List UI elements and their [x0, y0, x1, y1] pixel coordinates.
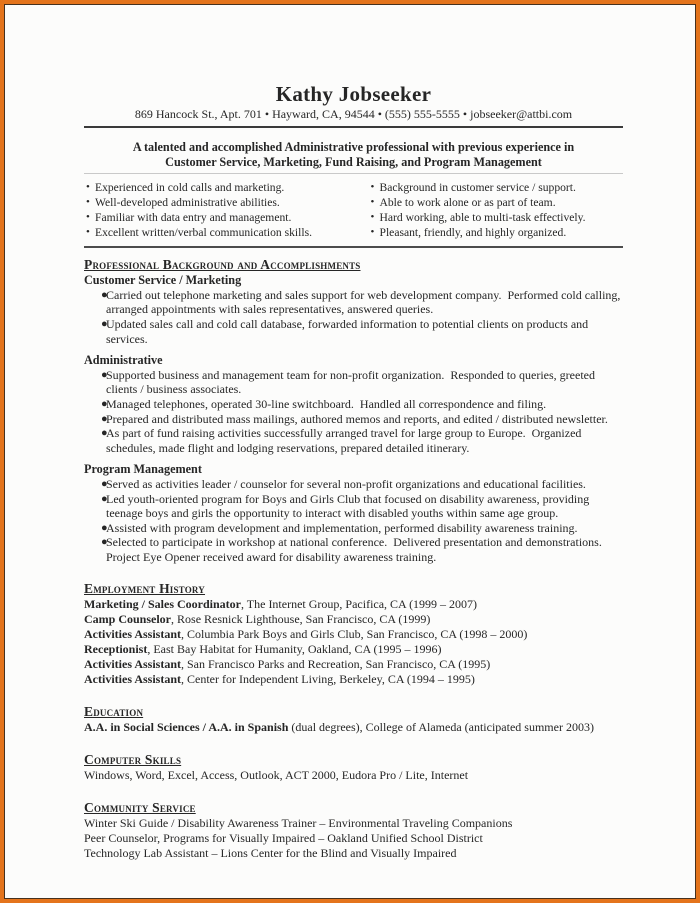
bullet-icon: ●	[101, 477, 108, 490]
bullet-icon: •	[86, 226, 90, 239]
highlight-text: Well-developed administrative abilities.	[95, 196, 280, 210]
accomplishment-item	[84, 412, 623, 427]
bullet-icon: •	[370, 211, 375, 224]
bullet-icon: ●	[101, 317, 108, 330]
accomplishment-item	[84, 492, 623, 521]
candidate-name: Kathy Jobseeker	[275, 82, 432, 106]
job-entry	[84, 627, 623, 642]
job-entry	[84, 597, 623, 612]
community-entry: Peer Counselor, Programs for Visually Impaired – Oakland Unified School District	[84, 831, 483, 846]
accomplishment-item	[84, 521, 623, 536]
job-details: , Rose Resnick Lighthouse, San Francisco, CA (1999)	[171, 612, 431, 627]
section-employment-history	[84, 581, 623, 687]
highlight-text: Pleasant, friendly, and highly organized.	[379, 226, 567, 240]
highlights-right-column	[354, 180, 624, 240]
bullet-icon: •	[370, 196, 375, 209]
bullet-icon: ●	[101, 368, 108, 381]
job-role: Activities Assistant	[84, 627, 181, 642]
highlight-item	[84, 180, 354, 195]
bullet-icon: ●	[101, 412, 108, 425]
job-entry	[84, 657, 623, 672]
job-entry	[84, 672, 623, 687]
accomplishment-item	[84, 477, 623, 492]
bullet-icon: •	[370, 181, 375, 194]
accomplishment-item	[84, 397, 623, 412]
bullet-icon: ●	[101, 492, 108, 505]
degree-details: (dual degrees), College of Alameda (anticipated summer 2003)	[288, 720, 594, 735]
group-customer-service-marketing	[84, 273, 623, 346]
highlight-text: Familiar with data entry and management.	[95, 211, 292, 225]
job-details: , East Bay Habitat for Humanity, Oakland, CA (1995 – 1996)	[147, 642, 442, 657]
bullet-icon: ●	[101, 288, 108, 301]
highlights-list	[84, 180, 623, 246]
degree-name: A.A. in Social Sciences / A.A. in Spanish	[84, 720, 289, 735]
highlight-text: Excellent written/verbal communication skills.	[95, 226, 313, 240]
community-entry: Technology Lab Assistant – Lions Center for the Blind and Visually Impaired	[84, 846, 457, 861]
section-professional-background	[84, 257, 623, 564]
summary-divider	[84, 173, 623, 174]
highlights-divider	[84, 246, 623, 248]
job-details: , San Francisco Parks and Recreation, San Francisco, CA (1995)	[181, 657, 491, 672]
bullet-icon: ●	[101, 427, 108, 440]
job-role: Activities Assistant	[84, 657, 181, 672]
group-program-management	[84, 462, 623, 564]
accomplishment-text: Selected to participate in workshop at national conference. Delivered presentation and demonstrations. Project Eye Opener received award for disability awareness training.	[106, 535, 605, 564]
section-title: Education	[84, 704, 144, 720]
section-title: Community Service	[84, 800, 196, 816]
accomplishment-text: Prepared and distributed mass mailings, authored memos and reports, and edited / distributed newsletter.	[106, 411, 608, 426]
contact-line: 869 Hancock St., Apt. 701 • Hayward, CA, 94544 • (555) 555-5555 • jobseeker@attbi.com	[134, 107, 573, 121]
job-role: Receptionist	[84, 642, 148, 657]
section-education	[84, 704, 623, 735]
highlight-item	[369, 195, 624, 210]
highlight-item	[369, 210, 624, 225]
highlight-item	[84, 225, 354, 240]
education-entry	[84, 720, 623, 735]
bullet-icon: •	[370, 226, 375, 239]
accomplishment-text: Carried out telephone marketing and sales support for web development company. Performed cold calling, arranged appointments with sales representatives, answered queries.	[106, 287, 624, 317]
section-title: Professional Background and Accomplishments	[84, 257, 361, 273]
group-heading: Program Management	[84, 462, 202, 477]
accomplishment-text: Managed telephones, operated 30-line switchboard. Handled all correspondence and filing.	[106, 396, 547, 411]
community-entry: Winter Ski Guide / Disability Awareness Trainer – Environmental Traveling Companions	[84, 816, 513, 831]
highlight-item	[84, 210, 354, 225]
bullet-icon: •	[86, 196, 90, 209]
bullet-icon: ●	[101, 536, 108, 549]
job-entry	[84, 642, 623, 657]
group-heading: Administrative	[84, 353, 163, 368]
bullet-icon: •	[86, 211, 90, 224]
group-heading: Customer Service / Marketing	[84, 273, 242, 288]
bullet-icon: •	[86, 181, 90, 194]
highlights-left-column	[84, 180, 354, 240]
section-community-service	[84, 800, 623, 861]
job-role: Camp Counselor	[84, 612, 172, 627]
skills-list: Windows, Word, Excel, Access, Outlook, ACT 2000, Eudora Pro / Lite, Internet	[84, 768, 469, 783]
accomplishment-item	[84, 535, 623, 564]
bullet-icon: ●	[101, 397, 108, 410]
accomplishment-text: Supported business and management team for non-profit organization. Responded to queries, greeted clients / business associates.	[106, 367, 598, 397]
accomplishment-item	[84, 368, 623, 397]
summary-statement	[84, 140, 623, 169]
job-role: Marketing / Sales Coordinator	[84, 597, 241, 612]
job-details: , Center for Independent Living, Berkeley, CA (1994 – 1995)	[181, 672, 475, 687]
section-computer-skills	[84, 752, 623, 783]
accomplishment-item	[84, 426, 623, 455]
highlight-item	[369, 225, 624, 240]
header-divider	[84, 126, 623, 128]
job-role: Activities Assistant	[84, 672, 181, 687]
job-details: , The Internet Group, Pacifica, CA (1999 – 2007)	[241, 597, 478, 612]
highlight-text: Background in customer service / support.	[379, 181, 576, 195]
highlight-item	[369, 180, 624, 195]
highlight-text: Able to work alone or as part of team.	[379, 196, 556, 210]
section-title: Computer Skills	[84, 752, 182, 768]
accomplishment-text: Assisted with program development and implementation, performed disability awareness training.	[106, 520, 578, 535]
job-entry	[84, 612, 623, 627]
highlight-text: Hard working, able to multi-task effectively.	[379, 211, 586, 225]
group-administrative	[84, 353, 623, 455]
summary-line-2: Customer Service, Marketing, Fund Raising, and Program Management	[165, 154, 542, 169]
resume-page	[4, 4, 696, 899]
accomplishment-item	[84, 288, 623, 317]
accomplishment-text: Led youth-oriented program for Boys and Girls Club that focused on disability awareness, providing teenage boys and girls the opportunity to interact with disabled youths within same age group.	[106, 491, 593, 521]
accomplishment-text: Served as activities leader / counselor for several non-profit organizations and educational facilities.	[106, 476, 586, 491]
highlight-text: Experienced in cold calls and marketing.	[95, 181, 285, 195]
highlight-item	[84, 195, 354, 210]
accomplishment-text: Updated sales call and cold call database, forwarded information to potential clients on products and services.	[106, 316, 592, 346]
accomplishment-item	[84, 317, 623, 346]
bullet-icon: ●	[101, 521, 108, 534]
job-details: , Columbia Park Boys and Girls Club, San Francisco, CA (1998 – 2000)	[181, 627, 528, 642]
section-title: Employment History	[84, 581, 206, 597]
accomplishment-text: As part of fund raising activities successfully arranged travel for large group to Europe. Organized schedules, made flight and lodging reservations, prepared detailed itinerary.	[106, 426, 585, 455]
summary-line-1: A talented and accomplished Administrative professional with previous experience in	[132, 140, 575, 154]
